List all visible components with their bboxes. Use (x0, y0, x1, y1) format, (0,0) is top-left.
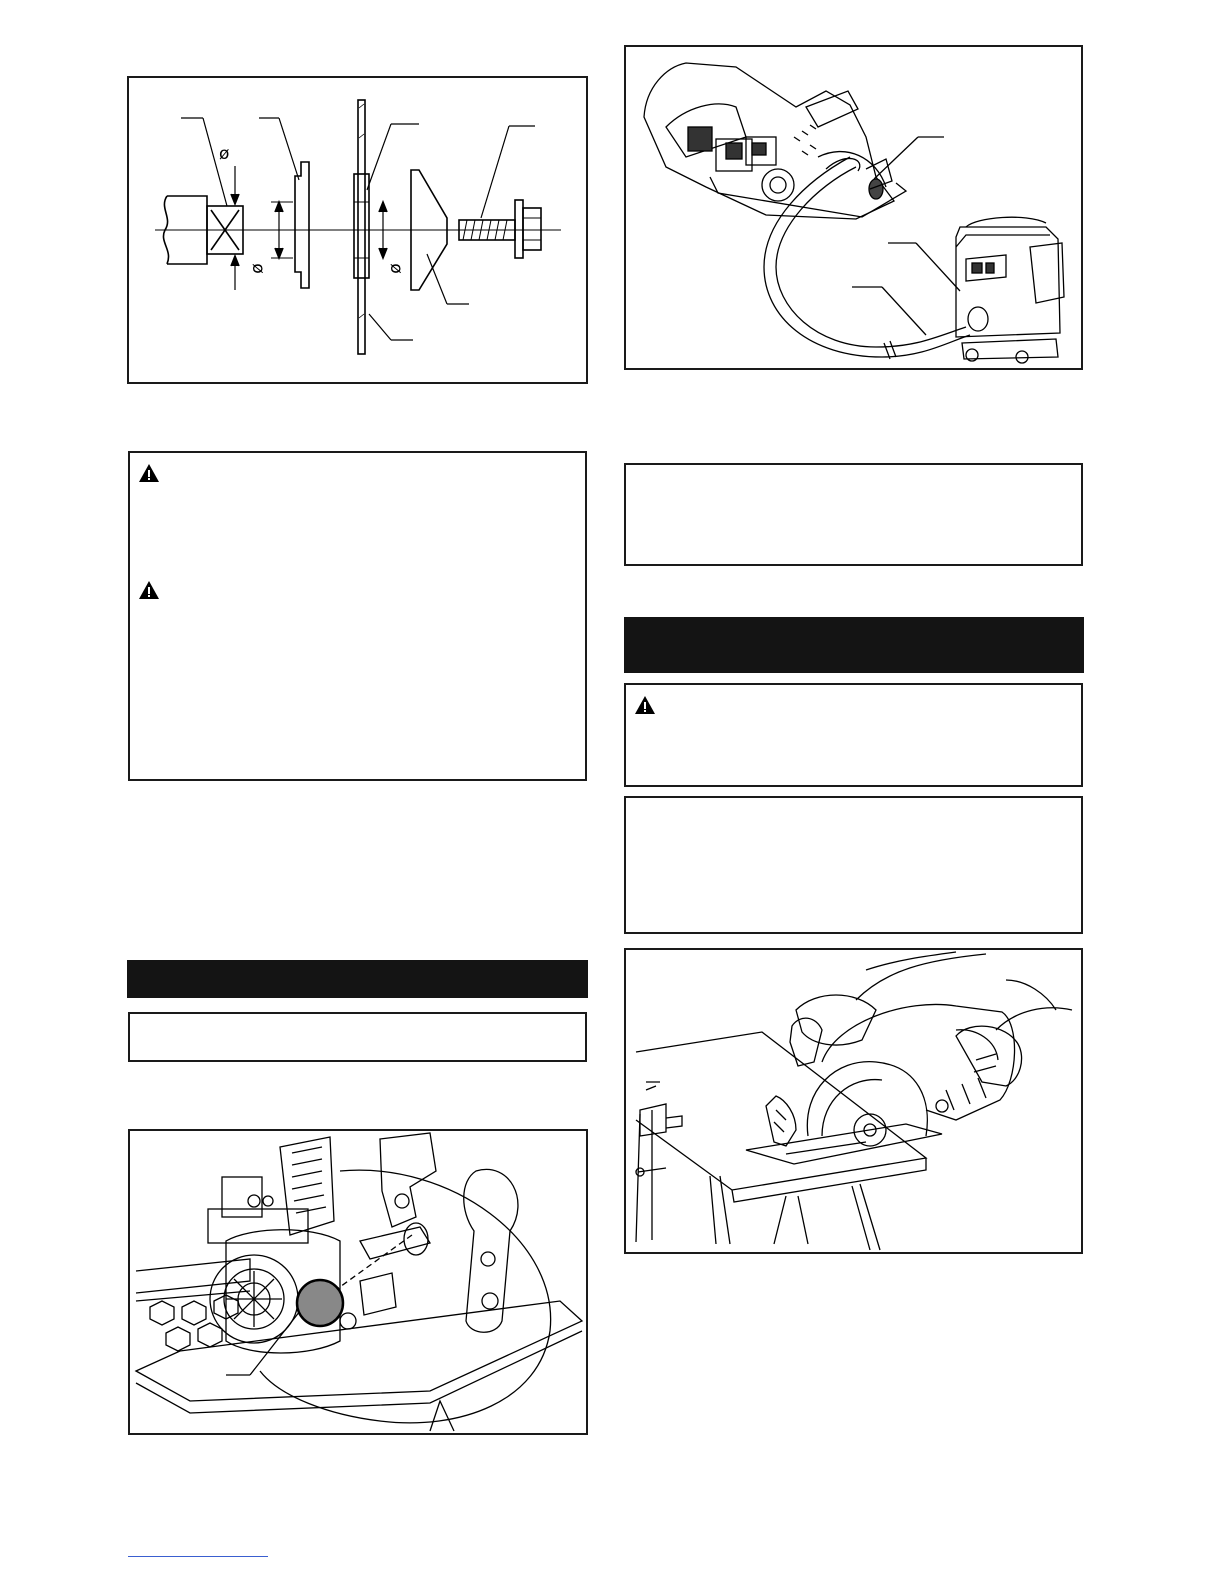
warning-box-left (128, 451, 587, 781)
figure-motor-cap (128, 1129, 588, 1435)
section-heading-bar-right (624, 617, 1084, 673)
diameter-symbol-right: ø (385, 263, 406, 274)
note-box-right-middle (624, 796, 1083, 934)
note-box-left (128, 1012, 587, 1062)
diameter-symbol-top: ø (219, 144, 230, 164)
warning-triangle-icon (138, 580, 160, 600)
blade-assembly-diagram (129, 78, 590, 386)
figure-dust-extractor (624, 45, 1083, 370)
warning-triangle-icon (138, 463, 160, 483)
cutting-operation-illustration (626, 950, 1085, 1256)
section-heading-bar-left (127, 960, 588, 998)
warning-box-right (624, 683, 1083, 787)
figure-blade-assembly (127, 76, 588, 384)
warning-triangle-icon (634, 695, 656, 715)
figure-cutting-operation (624, 948, 1083, 1254)
dust-extractor-illustration (626, 47, 1085, 372)
footer-link-underline[interactable] (128, 1556, 268, 1557)
motor-cap-illustration (130, 1131, 590, 1437)
note-box-right-top (624, 463, 1083, 566)
diameter-symbol-left: ø (247, 263, 268, 274)
